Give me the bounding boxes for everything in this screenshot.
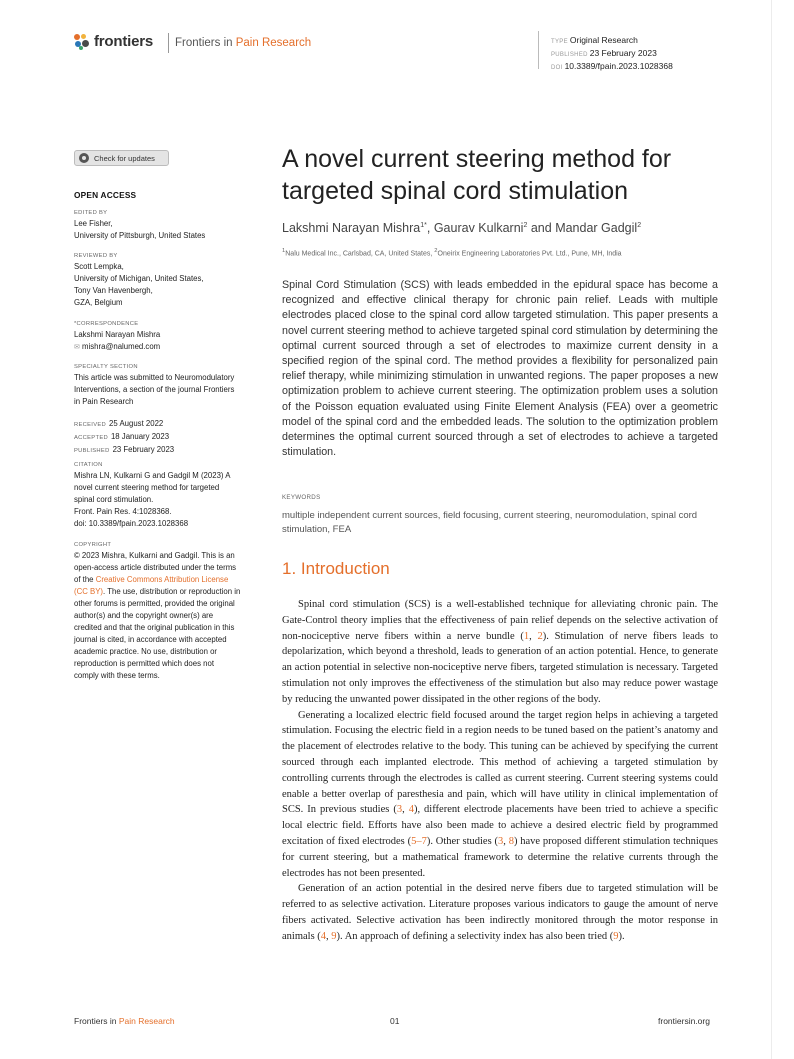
ref-link[interactable]: 3 [498,835,504,847]
ref-link[interactable]: 2 [537,630,543,642]
specialty-section: SPECIALTY SECTION This article was submitted to Neuromodulatory Interventions, a section of the journal Frontiers in Pain Research [74,364,235,406]
ref-link[interactable]: 4 [408,804,414,816]
published-date: 23 February 2023 [589,48,657,58]
paragraph: Generating a localized electric field focused around the target region helps in achieving a targeted stimulation. Focusing the electric field in a region needs to be tuned based on the patient’s anatomy and the placement of electrodes relative to the body. This tuning can be achieved by specifying the current sourced through each implanted electrode. This method of achieving a targeted stimulation by controlling currents through the electrodes is called as current steering. Current steering systems could enable a better overlap of paresthesia and pain, which will have utility in clinical implementation of SCS. In previous studies (3, 4), different electrode placements have been tried to achieve a specific local electric field. Efforts have also been made to achieve a desired electric field by programmed excitation of fixed electrodes (5–7). Other studies (3, 8) have proposed different stimulation techniques for current steering, but a mathematical framework to determine the relative currents through the electrodes has not been presented. [282,709,719,879]
ref-link[interactable]: 4 [320,930,327,942]
footer-site-link[interactable]: frontiersin.org [658,1016,710,1026]
page-edge [771,0,772,1059]
citation: CITATION Mishra LN, Kulkarni G and Gadgil M (2023) A novel current steering method for targeted spinal cord stimulation. Front. Pain Res. 4:1028368. doi: 10.3389/fpain.2023.1028368 [74,462,231,528]
logo-wordmark: frontiers [94,33,154,50]
author-3[interactable]: Mandar Gadgil [555,221,638,235]
cc-by-link[interactable]: (CC BY) [74,587,104,596]
mail-icon: ✉ [74,344,80,351]
article-body [282,597,718,945]
copyright: COPYRIGHT © 2023 Mishra, Kulkarni and Gadgil. This is an open-access article distributed under the terms of the Creative Commons Attribution License (CC BY). The use, distribution or reproduction in other forums is permitted, provided the original author(s) and the copyright owner(s) are credited and that the original publication in this journal is cited, in accordance with accepted academic practice. No use, distribution or reproduction is permitted which does not comply with these terms. [74,542,241,680]
author-2[interactable]: Gaurav Kulkarni [433,221,524,235]
paragraph: Spinal cord stimulation (SCS) is a well-established technique for alleviating chronic pain. The Gate-Control theory implies that the effectiveness of pain relief depends on the selective activation of non-nociceptive nerve fibers within a nerve bundle (1, 2). Stimulation of nerve fibers leads to depolarization, which beyond a threshold, leads to generation of an action potential. Hence, to generate an action potential in selective non-nociceptive nerve fibers, targeted stimulation is necessary. Targeted stimulation not only improves the effectiveness of the stimulation but also may reduce power wastage by reducing the unwanted power dissipated in the other regions of the body. [282,599,718,705]
keywords: multiple independent current sources, field focusing, current steering, neuromodulation, spinal cord stimulation, FEA [282,510,698,535]
check-for-updates-button[interactable]: Check for updates [74,150,169,166]
frontiers-logo[interactable] [74,33,153,50]
meta-divider [538,31,539,69]
article-title: A novel current steering method for targeted spinal cord stimulation [282,145,672,205]
section-heading: 1. Introduction [282,559,390,578]
ref-link[interactable]: 8 [508,835,514,847]
article-type: Original Research [569,35,638,45]
doi-link[interactable]: 10.3389/fpain.2023.1028368 [564,61,673,71]
frontiers-logo-icon [74,34,90,50]
check-updates-icon [79,153,89,163]
keywords-label: KEYWORDS [282,494,321,501]
paragraph: Generation of an action potential in the desired nerve fibers due to targeted stimulation will be referred to as selective activation. Literature proposes various indicators to gauge the amount of nerve fibers activated. Selective activation has been indirectly monitored through the motor response in animals (4, 9). An approach of defining a selectivity index has also been tried (9). [282,883,718,942]
journal-name[interactable]: Frontiers in Pain Research [175,37,312,49]
page-number: 01 [390,1016,400,1026]
reviewed-by: REVIEWED BY Scott Lempka, University of Michigan, United States, Tony Van Havenbergh, GZA, Belgium [74,253,204,307]
author-1[interactable]: Lakshmi Narayan Mishra [282,221,421,235]
header-divider [168,33,169,53]
affiliations: $^1$Nalu Medical Inc., Carlsbad, CA, United States, $^2$Oneirix Engineering Laboratories Pvt. Ltd., Pune, MH, India [282,248,622,258]
article-meta: TYPE Original Research PUBLISHED 23 February 2023 DOI 10.3389/fpain.2023.1028368 [551,35,673,71]
ref-link[interactable]: 9 [331,930,337,942]
ref-link[interactable]: 1 [523,630,530,642]
ref-link[interactable]: 3 [396,804,403,816]
author-list: Lakshmi Narayan Mishra$^{1*}$, Gaurav Kulkarni$^2$ and Mandar Gadgil$^2$ [282,221,642,235]
article-dates: RECEIVED 25 August 2022 ACCEPTED 18 January 2023 PUBLISHED 23 February 2023 [74,419,175,454]
abstract: Spinal Cord Stimulation (SCS) with leads embedded in the epidural space has become a recognized and effective clinical therapy for chronic pain relief. Leads with multiple electrodes placed close to the spinal cord allow targeted stimulation. This paper presents a novel current steering method to achieve targeted spinal cord stimulation by determining the optimal current sourced through a set of electrodes to maximize current density in a specified region of the spinal cord. The method provides a flexibility for personalized pain relief therapy, while minimizing stimulation in unwanted regions. The paper proposes a new optimization problem to achieve current steering. The optimization problem uses a solution of the Poisson equation evaluated using Finite Element Analysis (FEA) over a geometric model of the spinal cord and the embedded leads. The solution to the optimization problem determines the optimal current sourced through a set of electrodes to achieve a targeted stimulation. [282,279,718,459]
ref-link[interactable]: 9 [613,930,619,942]
footer-journal[interactable]: Frontiers in Pain Research [74,1016,175,1026]
correspondence: *CORRESPONDENCE Lakshmi Narayan Mishra ✉ mishra@nalumed.com [74,320,274,354]
correspondence-email[interactable]: ✉ mishra@nalumed.com [74,342,161,351]
edited-by: EDITED BY Lee Fisher, University of Pittsburgh, United States [74,210,206,240]
cc-license-link[interactable]: Creative Commons Attribution License [95,575,229,584]
open-access-label: OPEN ACCESS [74,190,137,200]
ref-link[interactable]: 5–7 [411,835,427,847]
